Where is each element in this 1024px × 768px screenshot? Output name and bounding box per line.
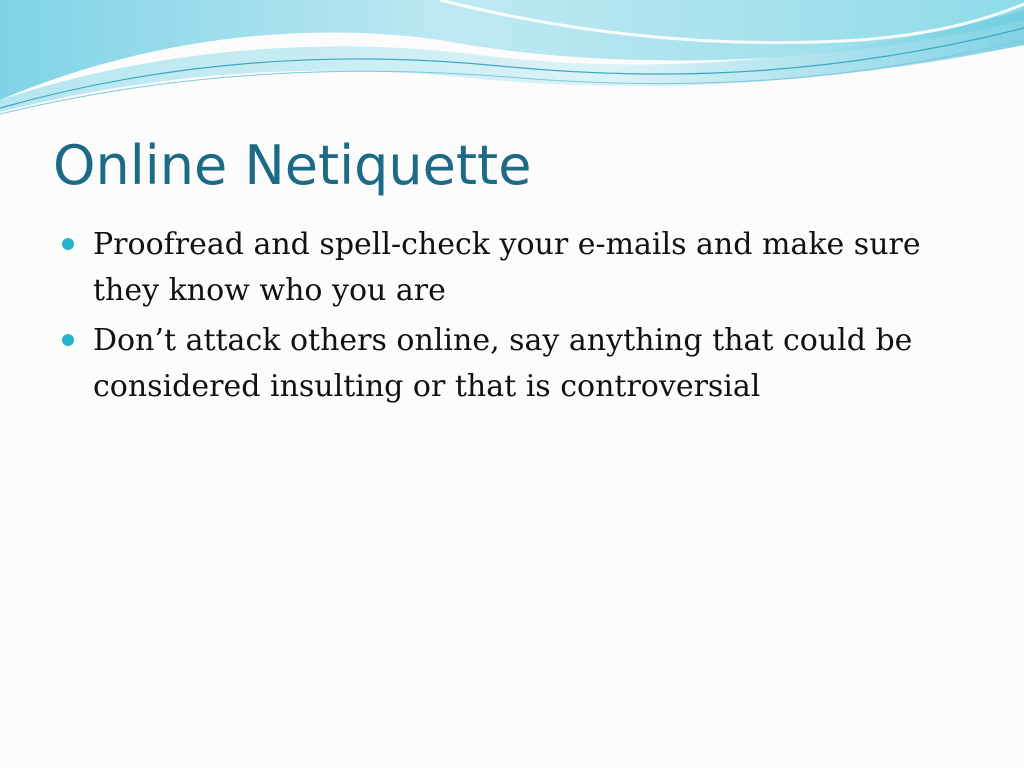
bullet-text-1: Proofread and spell-check your e-mails and make sure they know who you are (93, 227, 921, 308)
bullet-item-2 (60, 318, 980, 410)
bullet-marker-icon (62, 238, 74, 250)
bullet-list (60, 222, 980, 414)
bullet-text-2: Don’t attack others online, say anything that could be considered insulting or that is controversial (93, 323, 913, 404)
bullet-item-1 (60, 222, 980, 314)
decorative-wave-banner (0, 0, 1024, 120)
slide-title: Online Netiquette (53, 134, 532, 197)
bullet-marker-icon (62, 334, 74, 346)
